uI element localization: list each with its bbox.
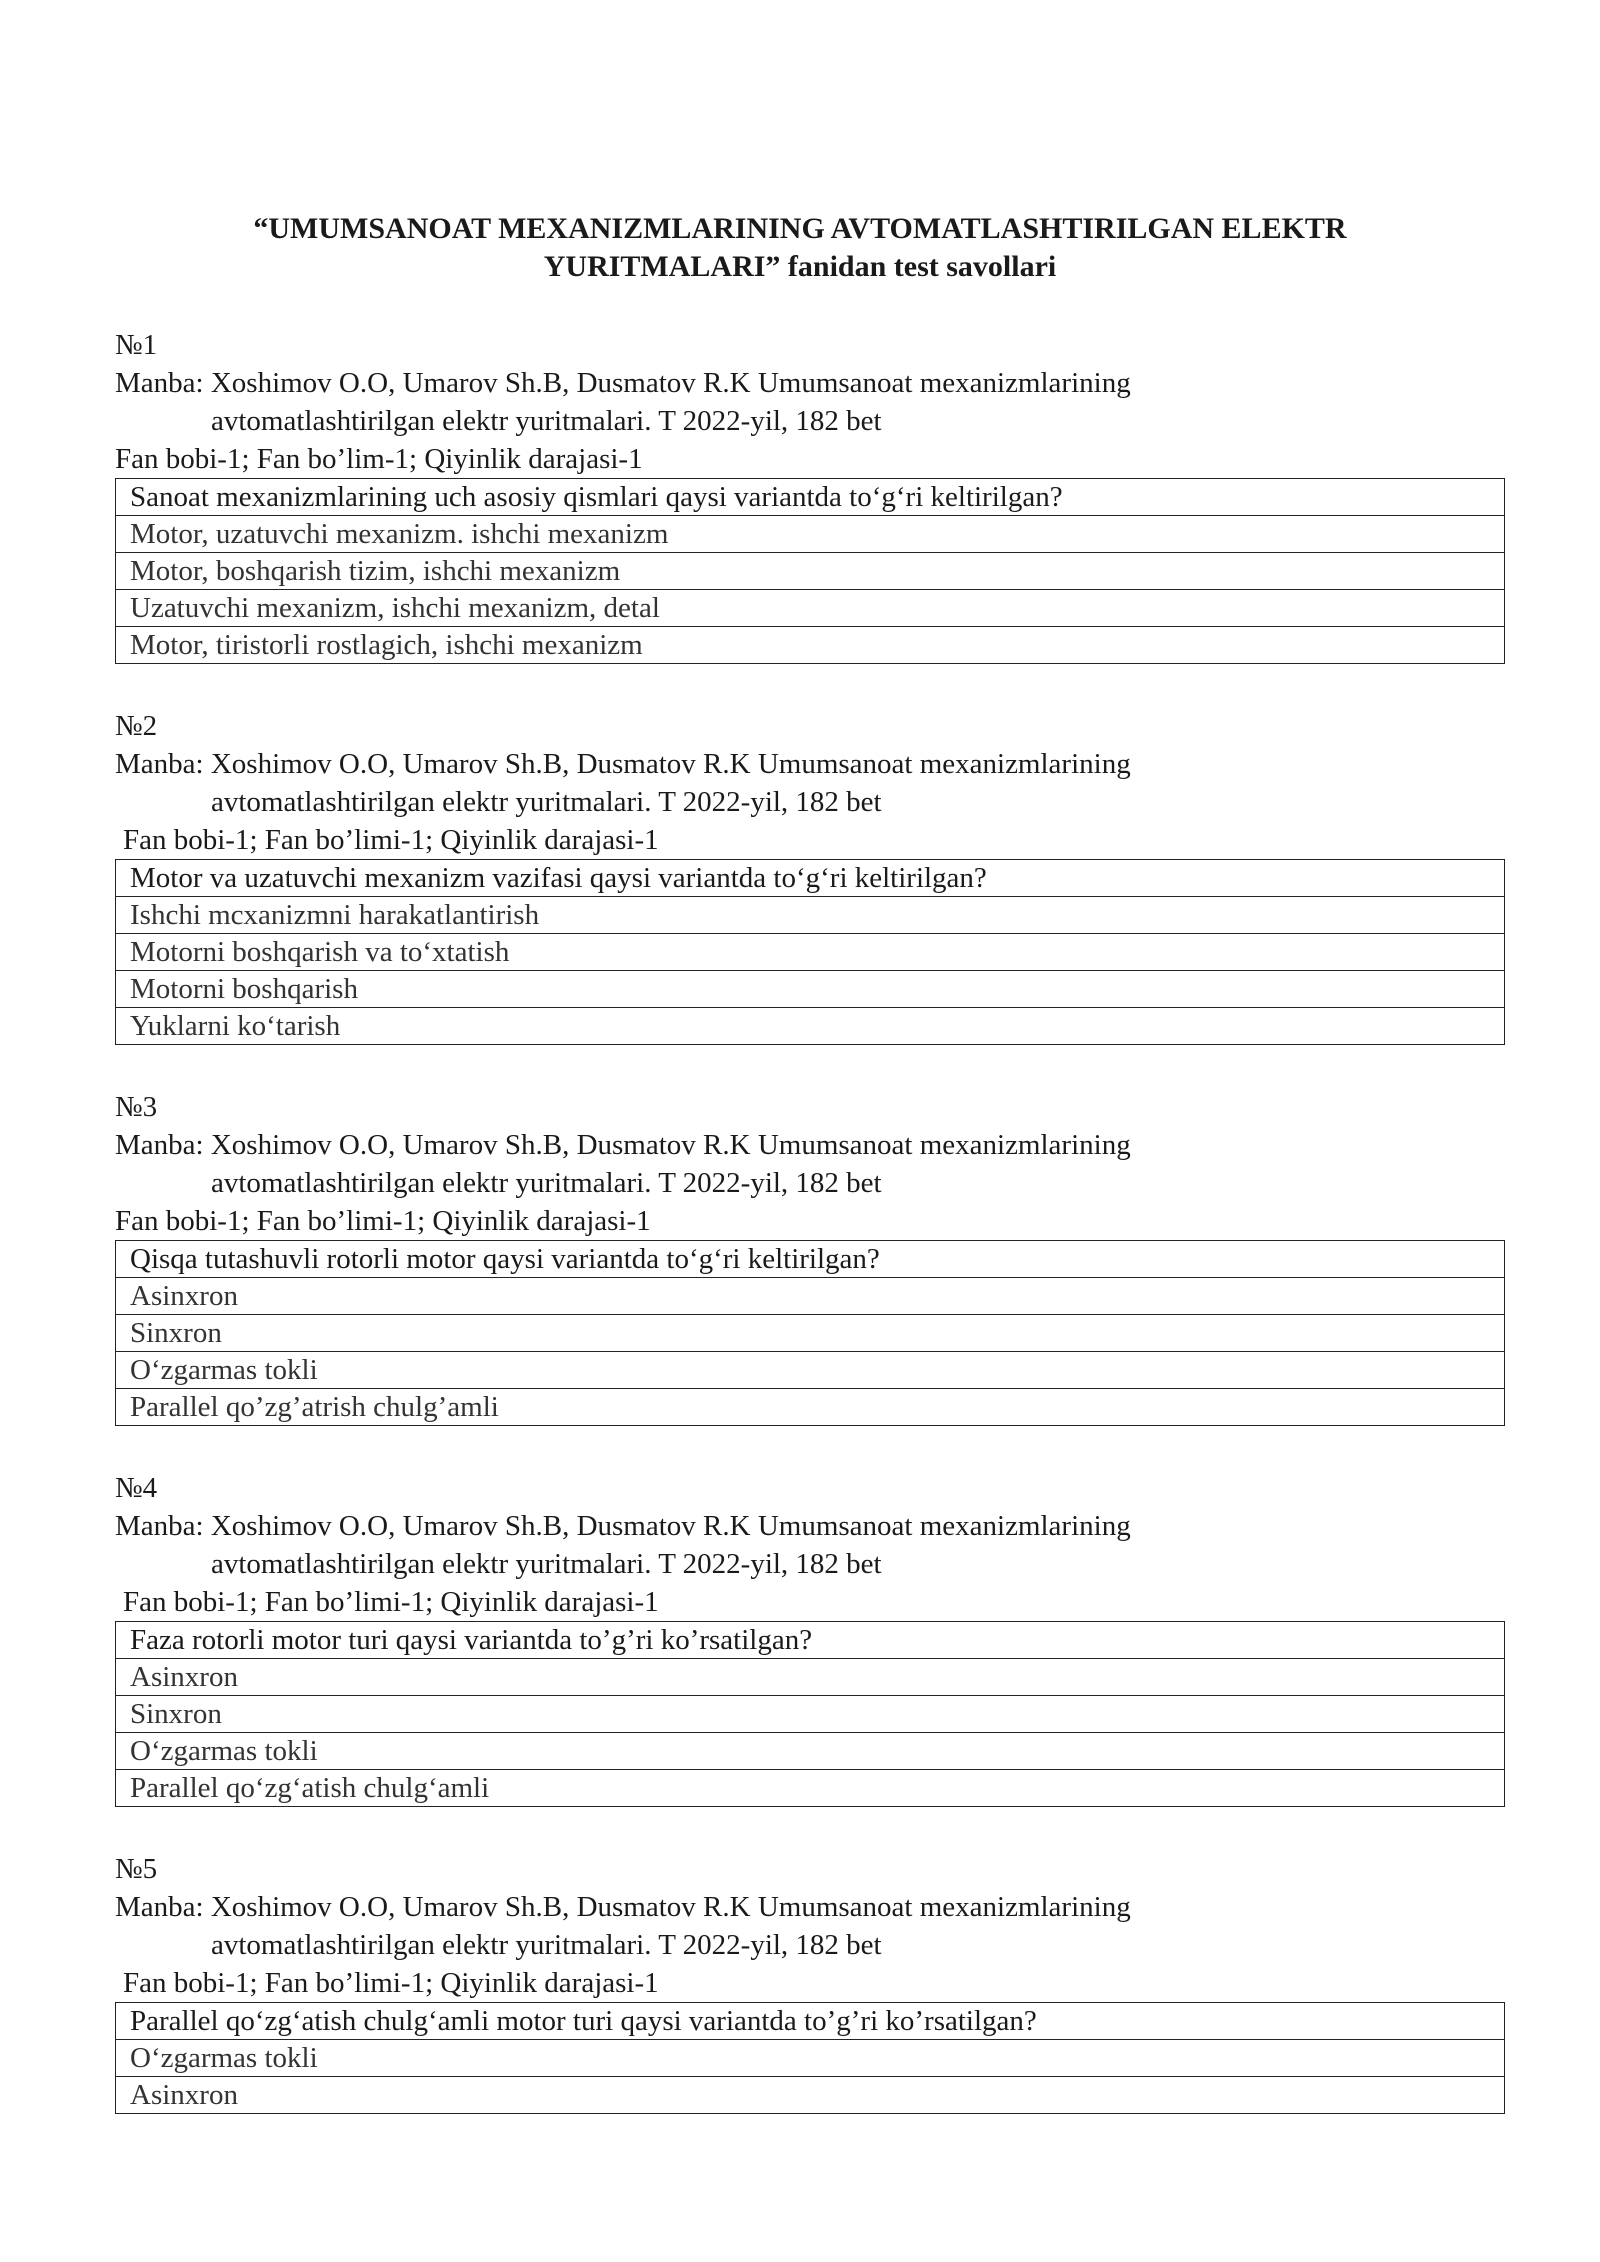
question-number: №1	[115, 329, 158, 361]
question-table	[115, 2002, 1505, 2114]
question-number: №2	[115, 710, 158, 742]
question-block-4	[115, 1469, 1505, 1807]
source-reference	[115, 1888, 1505, 1964]
answer-option: Motor, tiristorli rostlagich, ishchi mexanizm	[116, 627, 1505, 664]
question-block-1	[115, 326, 1505, 664]
source-line-1: Manba: Xoshimov O.O, Umarov Sh.B, Dusmatov R.K Umumsanoat mexanizmlarining	[115, 1510, 1131, 1542]
source-line-2: avtomatlashtirilgan elektr yuritmalari. T 2022-yil, 182 bet	[211, 405, 882, 437]
answer-option: Motor, uzatuvchi mexanizm. ishchi mexanizm	[116, 516, 1505, 553]
question-table	[115, 1240, 1505, 1426]
source-reference	[115, 1507, 1505, 1583]
source-reference	[115, 1126, 1505, 1202]
answer-option: Sinxron	[116, 1315, 1505, 1352]
question-meta: Fan bobi-1; Fan bo’limi-1; Qiyinlik darajasi-1	[123, 824, 659, 856]
title-line-1: “UMUMSANOAT MEXANIZMLARINING AVTOMATLASHTIRILGAN ELEKTR	[253, 212, 1347, 245]
source-line-2: avtomatlashtirilgan elektr yuritmalari. T 2022-yil, 182 bet	[211, 786, 882, 818]
question-meta: Fan bobi-1; Fan bo’limi-1; Qiyinlik darajasi-1	[115, 1205, 651, 1237]
question-text: Qisqa tutashuvli rotorli motor qaysi variantda to‘g‘ri keltirilgan?	[116, 1241, 1505, 1278]
answer-option: Sinxron	[116, 1696, 1505, 1733]
question-number: №5	[115, 1853, 158, 1885]
source-line-1: Manba: Xoshimov O.O, Umarov Sh.B, Dusmatov R.K Umumsanoat mexanizmlarining	[115, 367, 1131, 399]
question-block-2	[115, 707, 1505, 1045]
answer-option: O‘zgarmas tokli	[116, 1733, 1505, 1770]
title-line-2: YURITMALARI” fanidan test savollari	[543, 250, 1057, 283]
answer-option: O‘zgarmas tokli	[116, 2040, 1505, 2077]
question-number: №3	[115, 1091, 158, 1123]
question-text: Sanoat mexanizmlarining uch asosiy qismlari qaysi variantda to‘g‘ri keltirilgan?	[116, 479, 1505, 516]
answer-option: Yuklarni ko‘tarish	[116, 1008, 1505, 1045]
answer-option: Motor, boshqarish tizim, ishchi mexanizm	[116, 553, 1505, 590]
source-line-2: avtomatlashtirilgan elektr yuritmalari. T 2022-yil, 182 bet	[211, 1548, 882, 1580]
question-text: Motor va uzatuvchi mexanizm vazifasi qaysi variantda to‘g‘ri keltirilgan?	[116, 860, 1505, 897]
answer-option: Parallel qo‘zg‘atish chulg‘amli	[116, 1770, 1505, 1807]
source-line-2: avtomatlashtirilgan elektr yuritmalari. T 2022-yil, 182 bet	[211, 1929, 882, 1961]
question-meta: Fan bobi-1; Fan bo’lim-1; Qiyinlik darajasi-1	[115, 443, 643, 475]
answer-option: Motorni boshqarish	[116, 971, 1505, 1008]
source-line-1: Manba: Xoshimov O.O, Umarov Sh.B, Dusmatov R.K Umumsanoat mexanizmlarining	[115, 748, 1131, 780]
answer-option: Asinxron	[116, 1659, 1505, 1696]
source-reference	[115, 364, 1505, 440]
answer-option: Asinxron	[116, 2077, 1505, 2114]
source-reference	[115, 745, 1505, 821]
question-text: Faza rotorli motor turi qaysi variantda to’g’ri ko’rsatilgan?	[116, 1622, 1505, 1659]
answer-option: Ishchi mcxanizmni harakatlantirish	[116, 897, 1505, 934]
question-table	[115, 859, 1505, 1045]
answer-option: Asinxron	[116, 1278, 1505, 1315]
question-block-3	[115, 1088, 1505, 1426]
answer-option: Parallel qo’zg’atrish chulg’amli	[116, 1389, 1505, 1426]
answer-option: Uzatuvchi mexanizm, ishchi mexanizm, detal	[116, 590, 1505, 627]
question-meta: Fan bobi-1; Fan bo’limi-1; Qiyinlik darajasi-1	[123, 1586, 659, 1618]
source-line-1: Manba: Xoshimov O.O, Umarov Sh.B, Dusmatov R.K Umumsanoat mexanizmlarining	[115, 1129, 1131, 1161]
question-table	[115, 478, 1505, 664]
question-text: Parallel qo‘zg‘atish chulg‘amli motor turi qaysi variantda to’g’ri ko’rsatilgan?	[116, 2003, 1505, 2040]
question-table	[115, 1621, 1505, 1807]
document-title	[150, 210, 1450, 286]
answer-option: O‘zgarmas tokli	[116, 1352, 1505, 1389]
question-number: №4	[115, 1472, 158, 1504]
question-block-5	[115, 1850, 1505, 2114]
source-line-1: Manba: Xoshimov O.O, Umarov Sh.B, Dusmatov R.K Umumsanoat mexanizmlarining	[115, 1891, 1131, 1923]
source-line-2: avtomatlashtirilgan elektr yuritmalari. T 2022-yil, 182 bet	[211, 1167, 882, 1199]
question-meta: Fan bobi-1; Fan bo’limi-1; Qiyinlik darajasi-1	[123, 1967, 659, 1999]
answer-option: Motorni boshqarish va to‘xtatish	[116, 934, 1505, 971]
